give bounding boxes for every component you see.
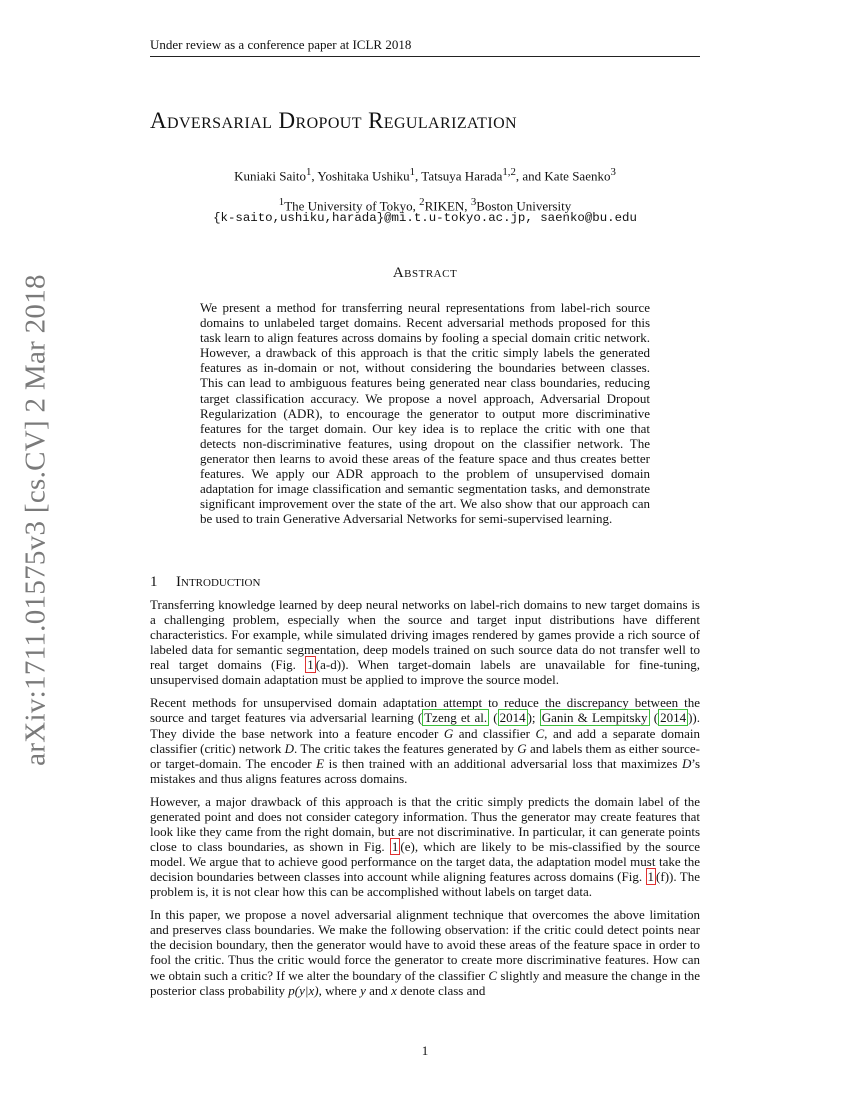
text-run: ); bbox=[527, 710, 540, 726]
figure-ref-link[interactable]: 1 bbox=[391, 839, 399, 854]
author-sup: 3 bbox=[610, 166, 616, 178]
text-run: (a-d)). When target-domain labels are unavailable for fine-tuning, unsupervised domain adaptation must be applied to improve the source model. bbox=[150, 657, 700, 688]
affil-text: RIKEN, bbox=[424, 198, 471, 214]
text-run: is then trained with an additional adversarial loss that maximizes bbox=[324, 755, 682, 771]
text-run: and labels them as either source- or target-domain. The encoder bbox=[150, 740, 700, 771]
citation-link[interactable]: Tzeng et al. bbox=[424, 710, 488, 726]
text-run: and bbox=[365, 982, 392, 998]
affil-sup: 1 bbox=[278, 196, 285, 208]
author-emails: {k-saito,ushiku,harada}@mi.t.u-tokyo.ac.jp, saenko@bu.edu bbox=[213, 211, 637, 225]
author-sup: 1 bbox=[409, 166, 416, 178]
affil-sup: 3 bbox=[470, 196, 477, 208]
section-heading-introduction bbox=[150, 574, 260, 591]
text-run: (f)). The problem is, it is not clear how this can be accomplished without labels on target data. bbox=[150, 869, 700, 900]
figure-ref-link[interactable]: 1 bbox=[647, 869, 655, 885]
text-run: , where bbox=[318, 982, 361, 998]
math-symbol: D bbox=[681, 755, 692, 771]
math-symbol: y bbox=[360, 982, 366, 998]
citation-link[interactable]: Ganin & Lempitsky bbox=[541, 710, 648, 726]
section-number: 1 bbox=[150, 574, 158, 590]
text-run: In this paper, we propose a novel adversarial alignment technique that overcomes the above limitation and preserves class boundaries. We make the following observation: if the critic could detect points near the decision boundary, then the generator would have to avoid these areas of the feature space in order to fool the critic. Thus the critic would force the generator to create more discriminative features. How can we obtain such a critic? If we alter the boundary of the classifier bbox=[150, 907, 700, 983]
affil-sup: 2 bbox=[419, 196, 425, 208]
author-sup: 1,2 bbox=[502, 166, 516, 178]
text-run: . The critic takes the features generated by bbox=[294, 740, 518, 756]
citation-year-link[interactable]: 2014 bbox=[660, 710, 687, 726]
text-run: slightly and measure the change in the posterior class probability bbox=[150, 967, 700, 998]
author-name: Kuniaki Saito bbox=[234, 168, 306, 184]
paragraph bbox=[150, 597, 700, 688]
arxiv-watermark: arXiv:1711.01575v3 [cs.CV] 2 Mar 2018 bbox=[19, 274, 52, 766]
author-sup: 1 bbox=[305, 166, 312, 178]
math-symbol: G bbox=[443, 725, 454, 741]
running-header: Under review as a conference paper at ICLR 2018 bbox=[150, 37, 700, 57]
abstract-heading: Abstract bbox=[392, 265, 458, 281]
author-name: , Yoshitaka Ushiku bbox=[311, 168, 410, 184]
math-symbol: C bbox=[488, 967, 498, 983]
text-run: Transferring knowledge learned by deep neural networks on label-rich domains to new target domains is a challenging problem, especially when the source and target input distributions have different characteristics. For example, while simulated driving images rendered by games provide a rich source of labeled data for semantic segmentation, deep models trained on such source data do not transfer well to real target domains (Fig. bbox=[150, 597, 700, 673]
page-number: 1 bbox=[421, 1043, 429, 1058]
text-run: )). They divide the base network into a feature encoder bbox=[150, 710, 700, 741]
text-run: ’s mistakes and thus aligns features across domains. bbox=[150, 755, 701, 786]
introduction-body bbox=[150, 597, 700, 1006]
author-list bbox=[0, 166, 850, 184]
text-run: denote class and bbox=[396, 982, 486, 998]
text-run: However, a major drawback of this approach is that the critic simply predicts the domain label of the generated point and does not consider category information. Thus the generator may create features that look like they came from the right domain, but are not discriminative. In particular, it can generate points close to class boundaries, as shown in Fig. bbox=[150, 793, 700, 854]
math-symbol: C bbox=[535, 725, 545, 741]
paragraph bbox=[150, 907, 700, 998]
author-name: , and Kate Saenko bbox=[515, 168, 611, 184]
text-run: (e), which are likely to be mis-classified by the source model. We argue that to achieve good performance on the target data, the adaptation model must take the decision boundaries between classes into account while aligning features across domains (Fig. bbox=[150, 839, 700, 885]
paper-title: Adversarial Dropout Regularization bbox=[150, 108, 517, 133]
paragraph: Recent methods for unsupervised domain adaptation attempt to reduce the discrepancy between the source and target features via adversarial learning ( Tzeng et al. ( 2014 ); Ganin & Lempitsky ( 2014 )). They divide the base network into a feature encoder G and classifier C, and add a separate domain classifier (critic) network D. The critic takes the features generated by G and labels them as either source- or target-domain. The encoder E is then trained with an additional adversarial loss that maximizes D’s mistakes and thus aligns features across domains. bbox=[150, 695, 701, 786]
math-symbol: E bbox=[316, 755, 325, 771]
citation-year-link[interactable]: 2014 bbox=[499, 710, 526, 726]
affil-text: The University of Tokyo, bbox=[284, 198, 420, 214]
text-run: Recent methods for unsupervised domain adaptation attempt to reduce the discrepancy between the source and target features via adversarial learning ( bbox=[150, 695, 700, 726]
math-symbol: D bbox=[284, 740, 295, 756]
math-symbol: G bbox=[517, 740, 527, 756]
abstract-body: We present a method for transferring neural representations from label-rich source domains to unlabeled target domains. Recent adversarial methods proposed for this task learn to align features across domains by fooling a special domain critic network. However, a drawback of this approach is that the critic simply labels the generated features as in-domain or not, without considering the boundaries between classes. This can lead to ambiguous features being generated near class boundaries, reducing target classification accuracy. We propose a novel approach, Adversarial Dropout Regularization (ADR), to encourage the generator to output more discriminative features for the target domain. Our key idea is to replace the critic with one that detects non-discriminative features, using dropout on the classifier network. The generator then learns to avoid these areas of the feature space and thus creates better features. We apply our ADR approach to the problem of unsupervised domain adaptation for image classification and semantic segmentation tasks, and demonstrate significant improvement over the state of the art. We also show that our approach can be used to train Generative Adversarial Networks for semi-supervised learning. bbox=[200, 300, 650, 527]
text-run: and classifier bbox=[453, 725, 536, 741]
math-symbol: x bbox=[391, 982, 397, 998]
text-run: , and add a separate domain classifier (critic) network bbox=[150, 725, 700, 756]
figure-ref-link[interactable]: 1 bbox=[307, 657, 314, 673]
paragraph bbox=[150, 794, 700, 900]
math-expression: p(y|x) bbox=[288, 982, 319, 998]
author-name: , Tatsuya Harada bbox=[415, 168, 503, 184]
affil-text: Boston University bbox=[476, 198, 572, 214]
section-title: Introduction bbox=[176, 574, 261, 590]
